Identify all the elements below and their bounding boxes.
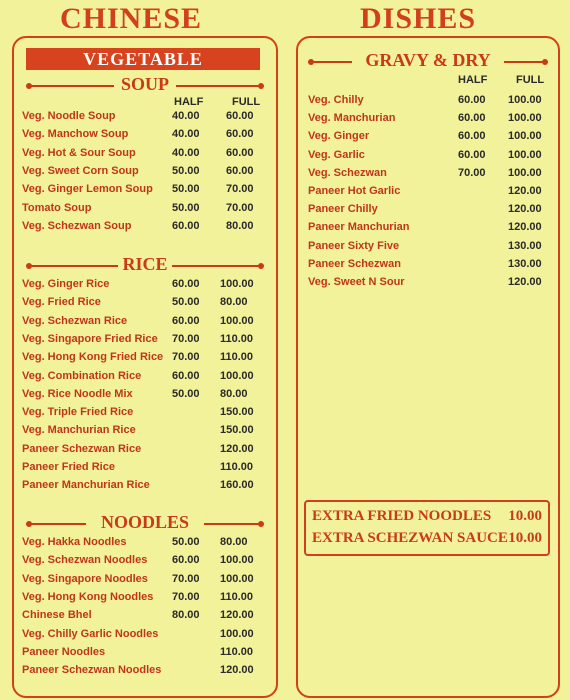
full-price: 120.00 [508,185,542,197]
menu-item-row [14,479,276,497]
menu-item-row [298,149,558,167]
full-price: 110.00 [220,461,254,473]
full-price: 100.00 [220,554,254,567]
half-price: 60.00 [458,148,486,161]
rice-section-title: RICE [14,254,276,275]
menu-item-row [298,94,558,112]
menu-item-row [14,424,276,442]
gravy-full-header: FULL [516,74,545,86]
full-price: 120.00 [220,664,254,677]
half-price: 40.00 [172,128,200,141]
menu-item-name: Veg. Combination Rice [22,369,142,382]
extra-item-name: EXTRA SCHEZWAN SAUCE [312,530,508,546]
title-chinese: CHINESE [60,2,203,35]
half-price: 50.00 [172,387,200,400]
menu-item-row [298,240,558,258]
menu-item-name: Veg. Schezwan [308,166,387,179]
menu-item-row [298,203,558,221]
menu-item-row [14,147,276,165]
menu-item-name: Veg. Singapore Fried Rice [22,332,158,345]
full-price: 100.00 [508,166,542,179]
menu-item-row [298,276,558,294]
full-price: 120.00 [508,203,542,216]
menu-item-row [298,258,558,276]
menu-item-row [14,646,276,664]
menu-item-row [14,351,276,369]
menu-item-row [14,388,276,406]
half-price: 50.00 [172,164,200,177]
menu-item-name: Veg. Chilly Garlic Noodles [22,627,159,640]
menu-item-row [14,536,276,554]
full-price: 60.00 [226,164,254,177]
menu-item-name: Veg. Fried Rice [22,296,101,309]
full-price: 130.00 [508,257,542,270]
title-dishes: DISHES [360,2,477,35]
half-price: 70.00 [458,166,486,179]
menu-item-row [14,110,276,128]
extras-box [304,500,550,556]
full-price: 110.00 [220,645,254,658]
gravy-half-header: HALF [458,74,488,86]
menu-item-row [298,130,558,148]
menu-item-name: Paneer Manchurian Rice [22,479,150,492]
menu-item-name: Veg. Hong Kong Noodles [22,590,154,603]
menu-item-row [14,573,276,591]
half-price: 50.00 [172,536,200,548]
full-price: 80.00 [220,296,248,309]
vegetable-banner: VEGETABLE [26,48,260,70]
menu-item-row [14,128,276,146]
menu-item-row [14,591,276,609]
full-price: 100.00 [220,278,254,290]
menu-item-name: Paneer Manchurian [308,221,410,234]
full-price: 70.00 [226,183,254,196]
half-price: 70.00 [172,351,200,364]
menu-item-row [14,315,276,333]
half-price: 60.00 [172,554,200,567]
half-price: 60.00 [172,219,200,232]
menu-item-name: Veg. Schezwan Soup [22,219,132,232]
menu-item-row [14,461,276,479]
full-price: 160.00 [220,479,254,492]
menu-item-name: Paneer Fried Rice [22,461,115,473]
menu-item-name: Veg. Manchurian [308,112,396,125]
menu-item-row [298,167,558,185]
menu-item-row [14,406,276,424]
full-price: 150.00 [220,424,254,437]
half-price: 50.00 [172,296,200,309]
full-price: 150.00 [220,406,254,419]
soup-section-title: SOUP [14,74,276,95]
menu-item-name: Veg. Noodle Soup [22,110,116,122]
extra-item-name: EXTRA FRIED NOODLES [312,508,492,524]
full-price: 100.00 [220,369,254,382]
menu-item-name: Paneer Schezwan Rice [22,442,142,455]
menu-item-name: Veg. Sweet Corn Soup [22,164,139,177]
menu-item-name: Paneer Hot Garlic [308,185,401,197]
menu-item-name: Veg. Sweet N Sour [308,276,405,288]
menu-item-name: Veg. Hong Kong Fried Rice [22,351,164,364]
half-price: 70.00 [172,332,200,345]
menu-item-name: Paneer Schezwan Noodles [22,664,162,677]
menu-item-row [298,221,558,239]
extra-item-price: 10.00 [508,530,542,546]
menu-item-name: Tomato Soup [22,201,92,214]
menu-item-row [14,220,276,238]
menu-item-row [14,443,276,461]
soup-full-header: FULL [232,96,261,108]
full-price: 130.00 [508,239,542,252]
full-price: 80.00 [226,219,254,232]
full-price: 60.00 [226,146,254,159]
full-price: 60.00 [226,128,254,141]
menu-item-name: Veg. Schezwan Rice [22,314,128,327]
menu-item-name: Veg. Ginger Rice [22,278,110,290]
menu-item-name: Veg. Hot & Sour Soup [22,146,136,159]
menu-item-name: Veg. Manchurian Rice [22,424,136,437]
menu-item-row [14,609,276,627]
full-price: 120.00 [508,221,542,234]
menu-item-row [14,554,276,572]
menu-item-row [14,333,276,351]
left-menu-panel [12,36,278,698]
menu-item-name: Veg. Singapore Noodles [22,572,148,585]
menu-item-name: Paneer Schezwan [308,257,401,270]
menu-item-name: Veg. Manchow Soup [22,128,129,141]
menu-item-name: Veg. Ginger Lemon Soup [22,183,153,196]
full-price: 120.00 [220,442,254,455]
menu-item-name: Paneer Sixty Five [308,239,400,252]
menu-item-row [298,185,558,203]
full-price: 60.00 [226,110,254,122]
menu-item-row [14,370,276,388]
menu-item-name: Veg. Ginger [308,130,370,143]
full-price: 100.00 [508,112,542,125]
full-price: 120.00 [220,609,254,622]
menu-item-row [14,183,276,201]
menu-item-row [14,664,276,682]
full-price: 80.00 [220,387,248,400]
half-price: 40.00 [172,110,200,122]
menu-item-name: Paneer Chilly [308,203,378,216]
soup-half-header: HALF [174,96,204,108]
right-menu-panel [296,36,560,698]
half-price: 80.00 [172,609,200,622]
menu-item-name: Veg. Schezwan Noodles [22,554,148,567]
half-price: 60.00 [458,112,486,125]
full-price: 100.00 [220,572,254,585]
menu-item-name: Veg. Hakka Noodles [22,536,127,548]
full-price: 110.00 [220,351,254,364]
menu-item-name: Paneer Noodles [22,645,106,658]
half-price: 60.00 [172,369,200,382]
full-price: 100.00 [220,314,254,327]
menu-item-row [14,296,276,314]
menu-item-name: Veg. Triple Fried Rice [22,406,134,419]
half-price: 60.00 [458,130,486,143]
half-price: 40.00 [172,146,200,159]
menu-item-row [14,628,276,646]
menu-item-row [14,165,276,183]
full-price: 120.00 [508,276,542,288]
half-price: 60.00 [172,314,200,327]
menu-item-row [14,202,276,220]
half-price: 70.00 [172,590,200,603]
half-price: 60.00 [172,278,200,290]
menu-item-name: Chinese Bhel [22,609,92,622]
half-price: 70.00 [172,572,200,585]
half-price: 60.00 [458,94,486,106]
full-price: 70.00 [226,201,254,214]
menu-item-row [298,112,558,130]
menu-item-name: Veg. Garlic [308,148,365,161]
full-price: 100.00 [508,94,542,106]
extra-item-price: 10.00 [508,508,542,524]
full-price: 100.00 [508,148,542,161]
full-price: 110.00 [220,590,254,603]
menu-item-row [14,278,276,296]
half-price: 50.00 [172,183,200,196]
half-price: 50.00 [172,201,200,214]
full-price: 80.00 [220,536,248,548]
full-price: 100.00 [508,130,542,143]
menu-item-name: Veg. Chilly [308,94,364,106]
full-price: 110.00 [220,332,254,345]
menu-item-name: Veg. Rice Noodle Mix [22,387,133,400]
full-price: 100.00 [220,627,254,640]
gravy-dry-section-title: GRAVY & DRY [298,50,558,71]
noodles-section-title: NOODLES [14,512,276,533]
